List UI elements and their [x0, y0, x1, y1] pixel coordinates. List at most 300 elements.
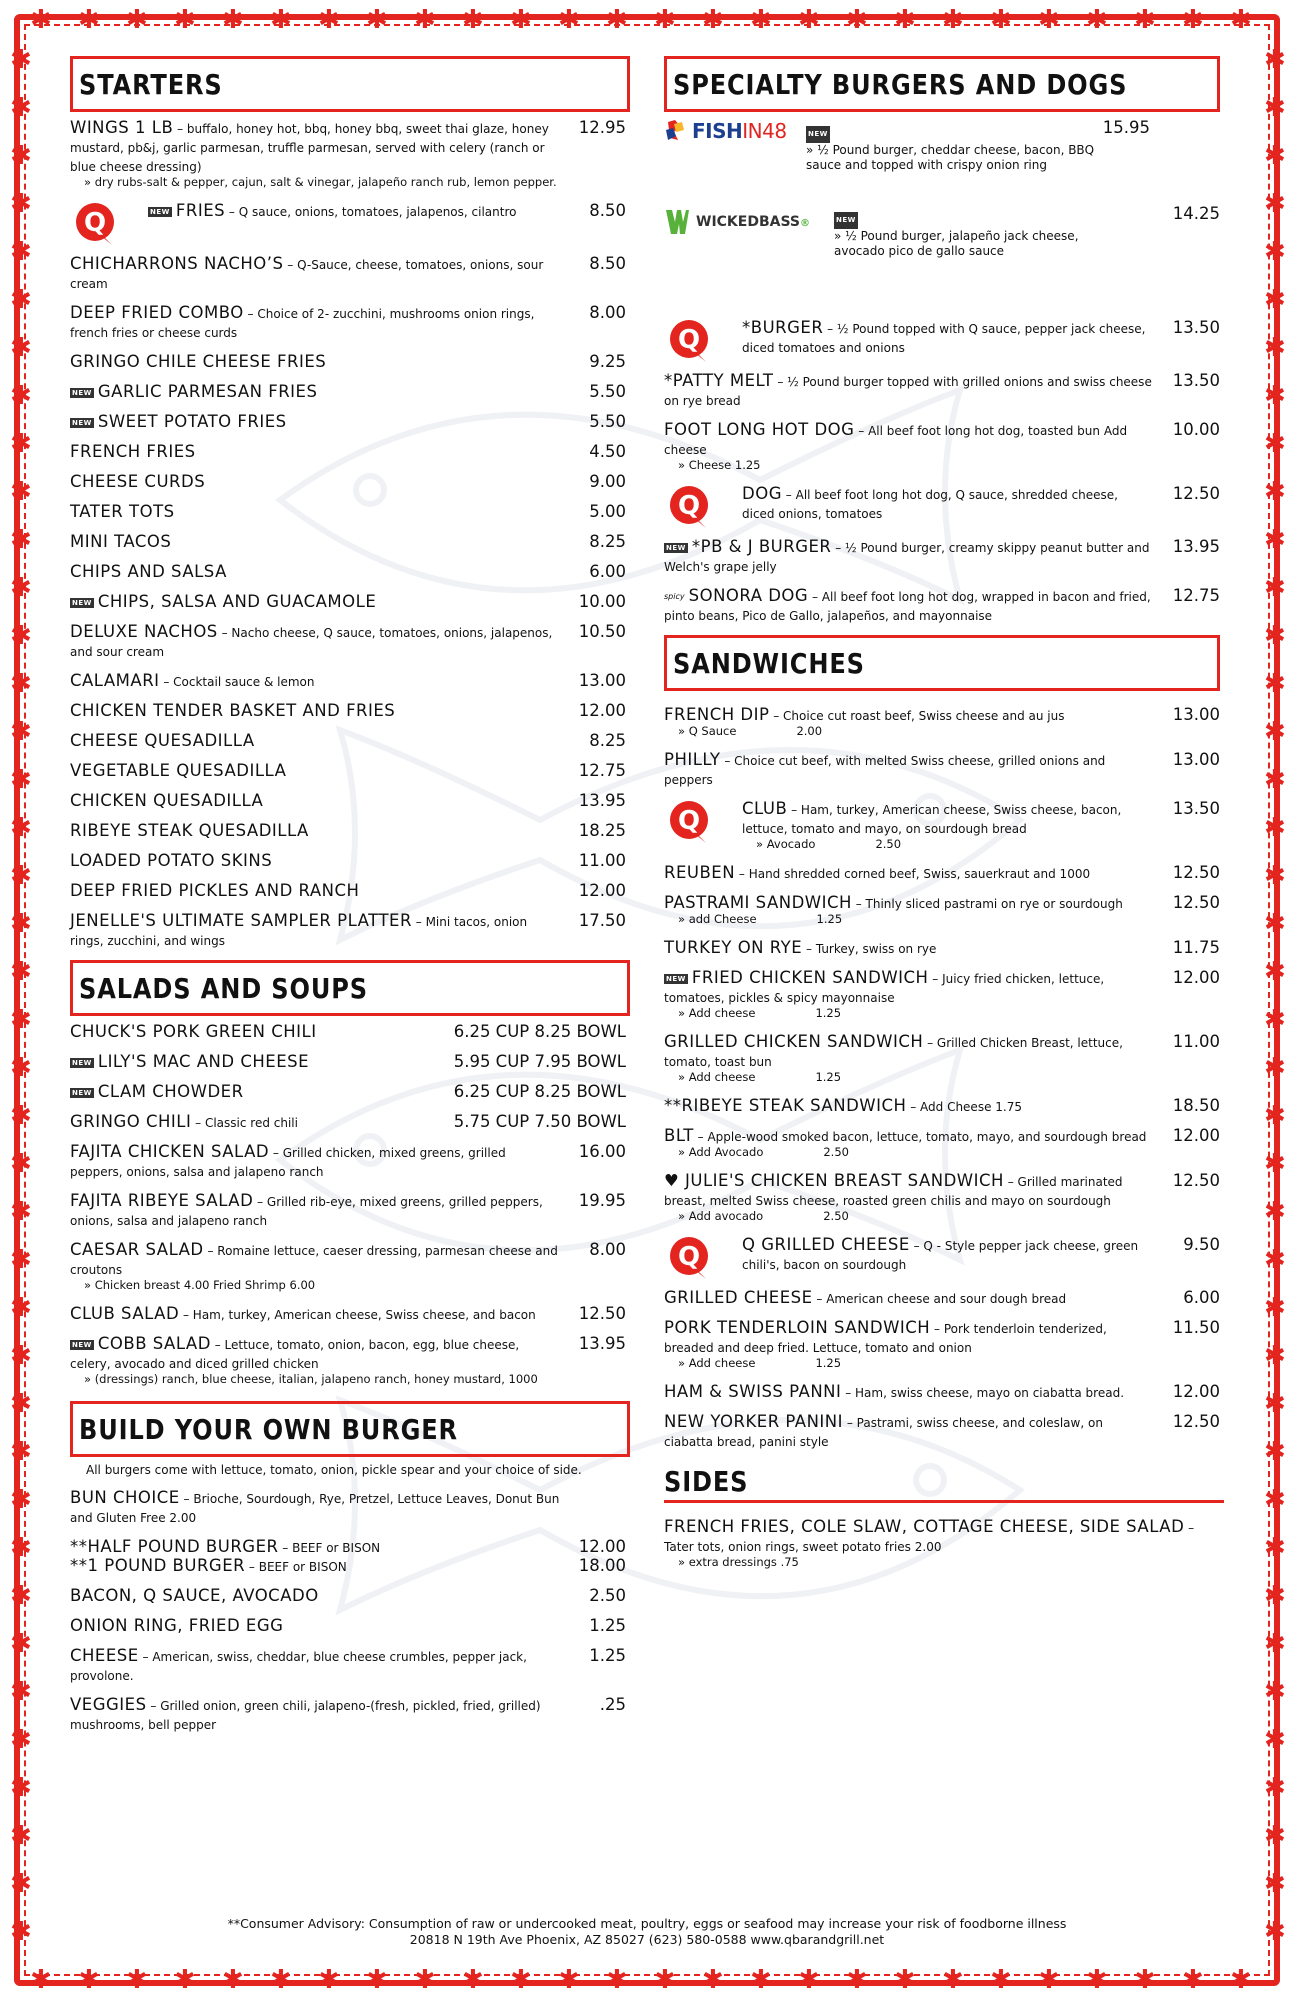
item-name: DEEP FRIED PICKLES AND RANCH [70, 881, 360, 900]
menu-item-bun-choice [70, 1488, 630, 1526]
barb-icon: ✱ [1264, 333, 1286, 363]
item-price: 6.25 CUP 8.25 BOWL [453, 1082, 626, 1101]
barb-icon: ✱ [1264, 381, 1286, 411]
barb-icon: ✱ [1264, 1869, 1286, 1899]
menu-item [664, 318, 1224, 360]
fishin48-logo [664, 118, 787, 144]
barb-icon: ✱ [798, 1965, 820, 1995]
menu-item [70, 1695, 630, 1733]
menu-item [664, 705, 1224, 739]
item-desc [834, 212, 1104, 259]
item-name: *PATTY MELT [664, 371, 774, 390]
item-name: NEW YORKER PANINI [664, 1412, 844, 1431]
item-price: 9.25 [589, 352, 626, 371]
item-name: FAJITA RIBEYE SALAD [70, 1191, 254, 1210]
barb-icon: ✱ [1264, 1341, 1286, 1371]
item-price: 6.00 [1183, 1288, 1220, 1307]
item-price: 13.00 [1172, 750, 1220, 769]
barb-icon: ✱ [1264, 1725, 1286, 1755]
item-sub: » (dressings) ranch, blue cheese, italian, jalapeno ranch, honey mustard, 1000 [84, 1372, 538, 1386]
item-name: GRILLED CHICKEN SANDWICH [664, 1032, 924, 1051]
barb-icon: ✱ [1264, 1149, 1286, 1179]
barb-icon: ✱ [10, 1917, 32, 1947]
item-price: 12.50 [1172, 893, 1220, 912]
item-name: DOG [742, 484, 782, 503]
item-name: FRENCH DIP [664, 705, 770, 724]
item-name: CHICHARRONS NACHO’S [70, 254, 284, 273]
barb-icon: ✱ [990, 1965, 1012, 1995]
sandwiches-list [664, 705, 1224, 1450]
menu-item [70, 821, 630, 840]
item-price: 14.25 [1172, 204, 1220, 223]
soups-list [70, 1022, 630, 1131]
section-header-specialty [664, 56, 1220, 112]
item-name: CHIPS, SALSA AND GUACAMOLE [97, 592, 377, 611]
item-desc: – Grilled chicken, mixed greens, grilled peppers, onions, salsa and jalapeno ranch [70, 1146, 506, 1179]
barb-icon: ✱ [1264, 93, 1286, 123]
item-name: ♥ JULIE'S CHICKEN BREAST SANDWICH [664, 1171, 1004, 1190]
barb-icon: ✱ [10, 1245, 32, 1275]
barb-icon: ✱ [654, 5, 676, 35]
menu-item [70, 1616, 630, 1635]
menu-item-fishin48-burger [664, 118, 1224, 190]
barb-icon: ✱ [750, 5, 772, 35]
item-price: 12.00 [1172, 1382, 1220, 1401]
item-desc: – Brioche, Sourdough, Rye, Pretzel, Lettuce Leaves, Donut Bun and Gluten Free 2.00 [70, 1492, 560, 1525]
item-desc: – Grilled Chicken Breast, lettuce, tomato, toast bun [664, 1036, 1123, 1069]
barb-icon: ✱ [558, 5, 580, 35]
menu-item [70, 303, 630, 341]
new-badge: NEW [150, 207, 170, 216]
barb-icon: ✱ [10, 429, 32, 459]
menu-item [70, 254, 630, 292]
item-price: 6.25 CUP 8.25 BOWL [453, 1022, 626, 1041]
restaurant-address: 20818 N 19th Ave Phoenix, AZ 85027 (623) 580-0588 www.qbarandgrill.net [409, 1932, 885, 1947]
item-price: 12.50 [1172, 1412, 1220, 1431]
barb-icon: ✱ [10, 285, 32, 315]
q-logo-icon [666, 484, 712, 530]
barb-icon: ✱ [1264, 141, 1286, 171]
menu-item [70, 731, 630, 750]
item-price: 13.95 [578, 1334, 626, 1353]
menu-item [70, 1052, 630, 1071]
section-title: SIDES [664, 1465, 749, 1498]
barb-icon: ✱ [1264, 189, 1286, 219]
item-desc: – Pork tenderloin tenderized, breaded and deep fried. Lettuce, tomato and onion [664, 1322, 1107, 1355]
barb-icon: ✱ [10, 1677, 32, 1707]
barb-icon: ✱ [510, 5, 532, 35]
menu-item [664, 968, 1224, 1021]
brand-tm: ® [800, 218, 811, 229]
item-name: MINI TACOS [70, 532, 172, 551]
item-desc: – buffalo, honey hot, bbq, honey bbq, sweet thai glaze, honey mustard, pb&j, garlic parmesan, truffle parmesan, served with celery (ranch or blue cheese dressing) [70, 122, 549, 174]
barb-icon: ✱ [1264, 1917, 1286, 1947]
item-price: 8.00 [589, 1240, 626, 1259]
item-desc: – American cheese and sour dough bread [812, 1292, 1067, 1306]
item-desc: – Classic red chili [191, 1116, 298, 1130]
barb-icon: ✱ [414, 5, 436, 35]
barb-icon: ✱ [1264, 1773, 1286, 1803]
item-price: 11.00 [1172, 1032, 1220, 1051]
q-logo-icon [666, 1235, 712, 1281]
menu-item [664, 750, 1224, 788]
item-price: 13.00 [1172, 705, 1220, 724]
item-desc: – Juicy fried chicken, lettuce, tomatoes, pickles & spicy mayonnaise [664, 972, 1105, 1005]
item-sub-price: 1.25 [816, 912, 843, 926]
barb-icon: ✱ [894, 5, 916, 35]
barb-icon: ✱ [10, 1293, 32, 1323]
menu-item [70, 1082, 630, 1101]
barb-icon: ✱ [1182, 5, 1204, 35]
menu-item [70, 472, 630, 491]
menu-item [70, 622, 630, 660]
item-name: COBB SALAD [97, 1334, 211, 1353]
barb-icon: ✱ [1264, 1245, 1286, 1275]
item-price: 8.50 [589, 254, 626, 273]
barb-icon: ✱ [10, 1149, 32, 1179]
barb-icon: ✱ [1264, 1485, 1286, 1515]
barb-icon: ✱ [78, 1965, 100, 1995]
barb-icon: ✱ [1264, 621, 1286, 651]
menu-item [70, 532, 630, 551]
menu-item-sides [664, 1517, 1224, 1570]
item-name: CHEESE CURDS [70, 472, 206, 491]
section-title: STARTERS [79, 67, 223, 101]
item-price: 2.50 [589, 1586, 626, 1605]
q-logo-letter: Q [677, 491, 701, 521]
barb-icon: ✱ [10, 1197, 32, 1227]
item-price: 12.00 [578, 1537, 626, 1556]
barb-icon: ✱ [1264, 285, 1286, 315]
item-name: GARLIC PARMESAN FRIES [97, 382, 318, 401]
item-price: 1.25 [589, 1646, 626, 1665]
barb-icon: ✱ [1264, 669, 1286, 699]
item-name: FRENCH FRIES [70, 442, 196, 461]
item-desc: – Hand shredded corned beef, Swiss, sauerkraut and 1000 [735, 867, 1091, 881]
new-badge: NEW [834, 212, 858, 229]
menu-item [664, 420, 1224, 473]
menu-item [664, 799, 1224, 852]
item-price: 12.00 [578, 881, 626, 900]
section-header-sandwiches [664, 635, 1220, 691]
section-title: SPECIALTY BURGERS AND DOGS [673, 67, 1128, 101]
barb-icon: ✱ [942, 5, 964, 35]
item-name: **HALF POUND BURGER [70, 1537, 279, 1556]
item-name: CHICKEN QUESADILLA [70, 791, 264, 810]
menu-item [70, 502, 630, 521]
item-price: 12.95 [578, 118, 626, 137]
menu-item [664, 1412, 1224, 1450]
barb-icon: ✱ [1264, 765, 1286, 795]
barb-icon: ✱ [10, 1341, 32, 1371]
barb-icon: ✱ [1264, 525, 1286, 555]
barb-icon: ✱ [10, 333, 32, 363]
left-column [70, 56, 630, 1744]
barb-icon: ✱ [10, 1773, 32, 1803]
barb-icon: ✱ [798, 5, 820, 35]
barb-icon: ✱ [270, 1965, 292, 1995]
barb-icon: ✱ [10, 381, 32, 411]
barb-icon: ✱ [462, 5, 484, 35]
barb-icon: ✱ [10, 909, 32, 939]
spicy-badge: spicy [664, 592, 685, 601]
item-desc: – Q sauce, onions, tomatoes, jalapenos, cilantro [225, 205, 517, 219]
menu-item [70, 592, 630, 611]
item-desc: – Choice cut beef, with melted Swiss cheese, grilled onions and peppers [664, 754, 1106, 787]
barb-icon: ✱ [1264, 573, 1286, 603]
right-column [664, 56, 1224, 1581]
item-desc: – Romaine lettuce, caeser dressing, parmesan cheese and croutons [70, 1244, 558, 1277]
item-desc: – ½ Pound topped with Q sauce, pepper jack cheese, diced tomatoes and onions [742, 322, 1146, 355]
barb-icon: ✱ [10, 237, 32, 267]
barb-icon: ✱ [30, 5, 52, 35]
section-title: SANDWICHES [673, 646, 865, 680]
menu-item [70, 701, 630, 720]
item-sub: » Chicken breast 4.00 Fried Shrimp 6.00 [84, 1278, 316, 1292]
menu-item [70, 1142, 630, 1180]
item-name: CLUB SALAD [70, 1304, 180, 1323]
menu-item [70, 851, 630, 870]
barb-icon: ✱ [10, 621, 32, 651]
barb-icon: ✱ [846, 1965, 868, 1995]
section-header-salads [70, 960, 630, 1016]
barb-icon: ✱ [1264, 1629, 1286, 1659]
item-price: 15.95 [1102, 118, 1150, 137]
item-desc: – Lettuce, tomato, onion, bacon, egg, blue cheese, celery, avocado and diced grilled chicken [70, 1338, 520, 1371]
barb-icon: ✱ [10, 957, 32, 987]
item-sub-price: 2.50 [823, 1209, 849, 1223]
barb-icon: ✱ [10, 1821, 32, 1851]
new-badge: NEW [72, 1088, 92, 1097]
menu-item-half-pound-burger [70, 1537, 630, 1556]
menu-item [664, 1288, 1224, 1307]
menu-item [664, 1235, 1224, 1277]
item-name: BLT [664, 1126, 694, 1145]
barb-icon: ✱ [1230, 5, 1252, 35]
brand-suffix: IN48 [742, 119, 787, 143]
barb-icon: ✱ [414, 1965, 436, 1995]
item-desc: – Choice of 2- zucchini, mushrooms onion rings, french fries or cheese curds [70, 307, 535, 340]
barb-icon: ✱ [1086, 1965, 1108, 1995]
item-desc: – American, swiss, cheddar, blue cheese crumbles, pepper jack, provolone. [70, 1650, 527, 1683]
item-name: **1 POUND BURGER [70, 1556, 246, 1575]
menu-item [70, 881, 630, 900]
item-name: CLAM CHOWDER [97, 1082, 244, 1101]
barb-icon: ✱ [1038, 5, 1060, 35]
item-name: GRILLED CHEESE [664, 1288, 813, 1307]
item-price: 5.75 CUP 7.50 BOWL [453, 1112, 626, 1131]
item-name: FRIED CHICKEN SANDWICH [691, 968, 929, 987]
barb-icon: ✱ [10, 813, 32, 843]
menu-item [70, 671, 630, 690]
build-burger-intro: All burgers come with lettuce, tomato, onion, pickle spear and your choice of side. [86, 1463, 582, 1477]
item-desc: – Grilled onion, green chili, jalapeno-(fresh, pickled, fried, grilled) mushrooms, bell pepper [70, 1699, 541, 1732]
barb-icon: ✱ [1264, 237, 1286, 267]
item-name: DEEP FRIED COMBO [70, 303, 244, 322]
item-sub: » Add avocado 2.50 [678, 1209, 849, 1223]
menu-item [664, 938, 1224, 957]
barb-icon: ✱ [1264, 1437, 1286, 1467]
menu-item [70, 201, 630, 243]
barb-icon: ✱ [10, 1389, 32, 1419]
item-name: Q GRILLED CHEESE [742, 1235, 910, 1254]
item-price: 19.95 [578, 1191, 626, 1210]
item-price: 13.50 [1172, 799, 1220, 818]
item-price: 8.25 [589, 532, 626, 551]
barb-icon: ✱ [1264, 1293, 1286, 1323]
item-sub: » add Cheese 1.25 [678, 912, 843, 926]
item-name: *PB & J BURGER [691, 537, 832, 556]
item-price: 5.50 [589, 412, 626, 431]
item-name: FRENCH FRIES, COLE SLAW, COTTAGE CHEESE, SIDE SALAD [664, 1517, 1185, 1536]
item-price: 12.00 [1172, 1126, 1220, 1145]
item-price: 11.50 [1172, 1318, 1220, 1337]
menu-item [664, 586, 1224, 624]
item-price: 12.75 [578, 761, 626, 780]
barb-icon: ✱ [10, 1005, 32, 1035]
menu-item-one-pound-burger [70, 1556, 630, 1575]
item-price: 11.75 [1172, 938, 1220, 957]
item-desc-text: » ½ Pound burger, cheddar cheese, bacon, BBQ sauce and topped with crispy onion ring [806, 143, 1095, 172]
starters-list [70, 118, 630, 949]
menu-item [664, 1382, 1224, 1401]
item-name: CHEESE QUESADILLA [70, 731, 255, 750]
item-price: 12.50 [1172, 863, 1220, 882]
item-desc: – Grilled marinated breast, melted Swiss cheese, roasted green chilis and mayo on sourdough [664, 1175, 1123, 1208]
barb-icon: ✱ [10, 1581, 32, 1611]
menu-item [70, 1304, 630, 1323]
item-name: PASTRAMI SANDWICH [664, 893, 852, 912]
menu-item [70, 442, 630, 461]
q-logo-icon [666, 318, 712, 364]
barb-icon: ✱ [1264, 1053, 1286, 1083]
barb-icon: ✱ [366, 5, 388, 35]
item-sub-price: 1.25 [815, 1006, 842, 1020]
barb-icon: ✱ [1134, 5, 1156, 35]
barb-icon: ✱ [990, 5, 1012, 35]
menu-item [70, 1022, 630, 1041]
item-price: 11.00 [578, 851, 626, 870]
item-price: 13.50 [1172, 371, 1220, 390]
barb-icon: ✱ [10, 477, 32, 507]
barb-icon: ✱ [750, 1965, 772, 1995]
new-badge: NEW [806, 126, 830, 143]
barb-icon: ✱ [10, 1437, 32, 1467]
barb-icon: ✱ [10, 669, 32, 699]
barb-icon: ✱ [1264, 717, 1286, 747]
barb-icon: ✱ [10, 1485, 32, 1515]
barb-icon: ✱ [1264, 1581, 1286, 1611]
item-name: BACON, Q SAUCE, AVOCADO [70, 1586, 319, 1605]
item-desc: – Ham, swiss cheese, mayo on ciabatta bread. [841, 1386, 1125, 1400]
barb-icon: ✱ [318, 5, 340, 35]
barb-icon: ✱ [654, 1965, 676, 1995]
barb-icon: ✱ [606, 1965, 628, 1995]
menu-item [70, 791, 630, 810]
barb-icon: ✱ [10, 765, 32, 795]
menu-item [70, 562, 630, 581]
item-sub-price: 2.00 [796, 724, 823, 738]
item-price: 8.25 [589, 731, 626, 750]
new-badge: NEW [666, 974, 686, 983]
section-title: BUILD YOUR OWN BURGER [79, 1412, 458, 1446]
menu-item [70, 1191, 630, 1229]
footer [0, 1916, 1294, 1948]
item-sub: » dry rubs-salt & pepper, cajun, salt & vinegar, jalapeño ranch rub, lemon pepper. [84, 175, 557, 189]
build-addons-list [70, 1586, 630, 1733]
item-name: CLUB [742, 799, 788, 818]
wickedbass-logo [664, 208, 810, 236]
fish-hook-icon [664, 118, 686, 144]
item-price: 12.50 [578, 1304, 626, 1323]
item-name: GRINGO CHILI [70, 1112, 192, 1131]
item-price: 13.95 [578, 791, 626, 810]
barb-icon: ✱ [558, 1965, 580, 1995]
barb-icon: ✱ [10, 1533, 32, 1563]
barb-icon: ✱ [1264, 957, 1286, 987]
menu-item [70, 761, 630, 780]
menu-item [70, 118, 630, 190]
item-desc: – Apple-wood smoked bacon, lettuce, tomato, mayo, and sourdough bread [693, 1130, 1147, 1144]
item-name: ONION RING, FRIED EGG [70, 1616, 284, 1635]
item-sub: » Avocado 2.50 [756, 837, 902, 851]
new-badge: NEW [72, 1058, 92, 1067]
item-desc: – All beef foot long hot dog, Q sauce, shredded cheese, diced onions, tomatoes [742, 488, 1118, 521]
menu-item [664, 1096, 1224, 1115]
barb-icon: ✱ [1134, 1965, 1156, 1995]
item-sub-price: 1.25 [815, 1070, 842, 1084]
item-sub: » Add cheese 1.25 [678, 1356, 842, 1370]
item-price: 12.00 [1172, 968, 1220, 987]
barb-icon: ✱ [1264, 1677, 1286, 1707]
barb-icon: ✱ [1264, 861, 1286, 891]
salads-list [70, 1142, 630, 1387]
consumer-advisory: **Consumer Advisory: Consumption of raw or undercooked meat, poultry, eggs or seafood may increase your risk of foodborne illness [227, 1916, 1067, 1931]
item-price: 4.50 [589, 442, 626, 461]
barb-icon: ✱ [1264, 45, 1286, 75]
item-name: **RIBEYE STEAK SANDWICH [664, 1096, 907, 1115]
menu-item [664, 893, 1224, 927]
barb-icon: ✱ [942, 1965, 964, 1995]
barb-icon: ✱ [10, 93, 32, 123]
barb-icon: ✱ [30, 1965, 52, 1995]
new-badge: NEW [72, 388, 92, 397]
item-name: CHEESE [70, 1646, 139, 1665]
item-name: GRINGO CHILE CHEESE FRIES [70, 352, 327, 371]
section-header-build-burger [70, 1401, 630, 1457]
new-badge: NEW [666, 543, 686, 552]
barb-icon: ✱ [1264, 813, 1286, 843]
item-price: 9.00 [589, 472, 626, 491]
barb-icon: ✱ [1264, 477, 1286, 507]
menu-item [664, 1126, 1224, 1160]
item-name: FAJITA CHICKEN SALAD [70, 1142, 270, 1161]
barb-icon: ✱ [10, 1869, 32, 1899]
barb-icon: ✱ [1264, 1533, 1286, 1563]
brand-name: FISH [692, 119, 743, 143]
item-name: SONORA DOG [688, 586, 809, 605]
item-price: 8.50 [589, 201, 626, 220]
new-badge: NEW [72, 418, 92, 427]
barb-icon: ✱ [1264, 1197, 1286, 1227]
item-desc: – ½ Pound burger, creamy skippy peanut butter and Welch's grape jelly [664, 541, 1150, 574]
q-logo-letter: Q [83, 208, 107, 238]
barb-icon: ✱ [222, 5, 244, 35]
item-price: 5.00 [589, 502, 626, 521]
item-price: 13.00 [578, 671, 626, 690]
barb-icon: ✱ [1264, 1821, 1286, 1851]
item-desc: – Nacho cheese, Q sauce, tomatoes, onions, jalapenos, and sour cream [70, 626, 553, 659]
